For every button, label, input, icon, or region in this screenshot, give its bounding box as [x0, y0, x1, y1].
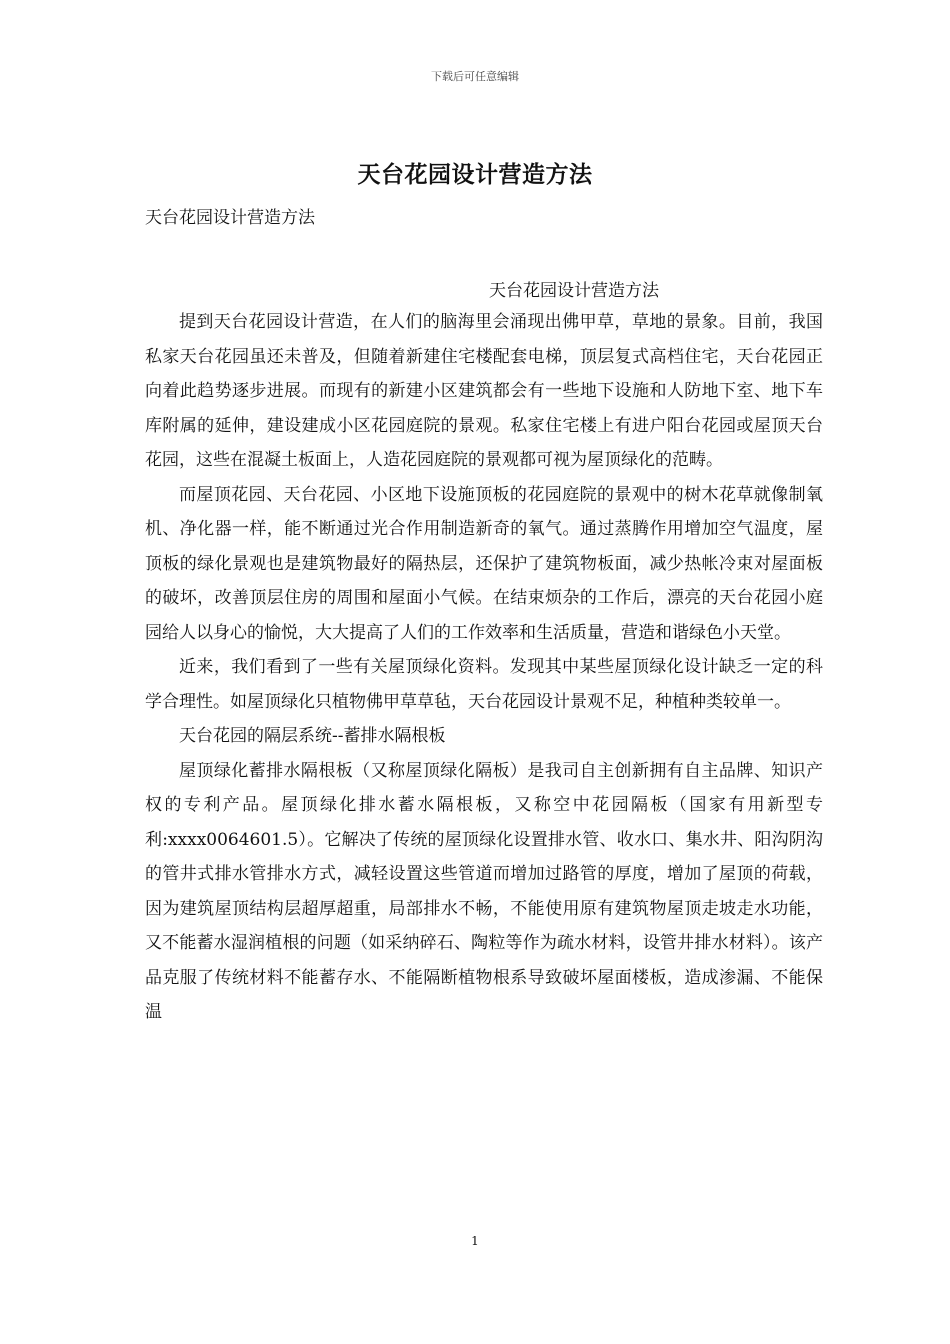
document-subtitle: 天台花园设计营造方法	[145, 208, 315, 228]
paragraph: 屋顶绿化蓄排水隔根板（又称屋顶绿化隔板）是我司自主创新拥有自主品牌、知识产权的专利产品。屋顶绿化排水蓄水隔根板，又称空中花园隔板（国家有用新型专利:xxxx0064601.5）。它解决了传统的屋顶绿化设置排水管、收水口、集水井、阳沟阴沟的管井式排水管排水方式，减轻设置这些管道而增加过路管的厚度，增加了屋顶的荷载，因为建筑屋顶结构层超厚超重，局部排水不畅，不能使用原有建筑物屋顶走坡走水功能，又不能蓄水湿润植根的问题（如采纳碎石、陶粒等作为疏水材料，设管井排水材料）。该产品克服了传统材料不能蓄存水、不能隔断植物根系导致破坏屋面楼板，造成渗漏、不能保温	[145, 760, 823, 1022]
paragraph: 而屋顶花园、天台花园、小区地下设施顶板的花园庭院的景观中的树木花草就像制氧机、净化器一样，能不断通过光合作用制造新奇的氧气。通过蒸腾作用增加空气温度，屋顶板的绿化景观也是建筑物最好的隔热层，还保护了建筑物板面，减少热帐冷束对屋面板的破坏，改善顶层住房的周围和屋面小气候。在结束烦杂的工作后，漂亮的天台花园小庭园给人以身心的愉悦，大大提高了人们的工作效率和生活质量，营造和谐绿色小天堂。	[145, 484, 823, 643]
paragraph: 提到天台花园设计营造，在人们的脑海里会涌现出佛甲草，草地的景象。目前，我国私家天台花园虽还未普及，但随着新建住宅楼配套电梯，顶层复式高档住宅，天台花园正向着此趋势逐步进展。而现有的新建小区建筑都会有一些地下设施和人防地下室、地下车库附属的延伸，建设建成小区花园庭院的景观。私家住宅楼上有进户阳台花园或屋顶天台花园，这些在混凝土板面上，人造花园庭院的景观都可视为屋顶绿化的范畴。	[145, 312, 823, 470]
page-number: 1	[471, 1234, 479, 1248]
document-title: 天台花园设计营造方法	[357, 161, 593, 188]
section-heading: 天台花园的隔层系统--蓄排水隔根板	[179, 726, 446, 746]
section-title: 天台花园设计营造方法	[489, 281, 659, 301]
document-body	[145, 305, 823, 1030]
paragraph: 近来，我们看到了一些有关屋顶绿化资料。发现其中某些屋顶绿化设计缺乏一定的科学合理性。如屋顶绿化只植物佛甲草草毡，天台花园设计景观不足，种植种类较单一。	[145, 657, 823, 712]
page-header-note: 下载后可任意编辑	[431, 70, 519, 83]
